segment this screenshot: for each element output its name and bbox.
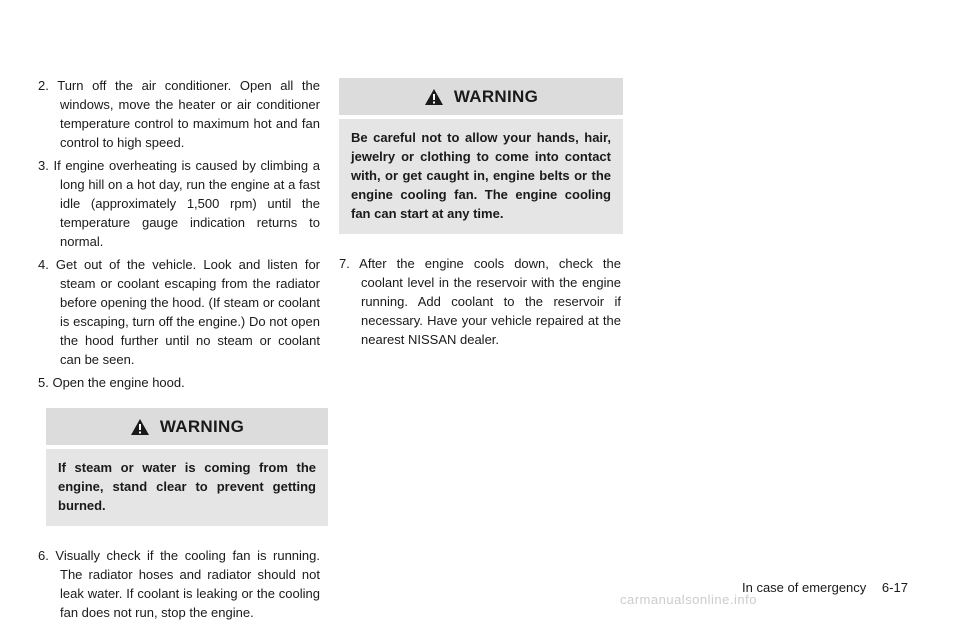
page-number: 6-17 [881,580,908,595]
step-4: 4. Get out of the vehicle. Look and listen for steam or coolant escaping from the radiator before opening the hood. (If steam or coolant is escaping, turn off the engine.) Do not open the hood further until no steam or coolant can be seen. [38,257,320,367]
footer-section: In case of emergency [742,580,867,595]
warning-title: WARNING [159,416,245,436]
footer-separator [872,580,876,595]
page-footer [742,580,908,595]
step-6: 6. Visually check if the cooling fan is running. The radiator hoses and radiator should not leak water. If coolant is leaking or the cooling fan does not run, stop the engine. [38,548,320,620]
warning-header [46,408,328,445]
right-column [339,76,621,353]
warning-triangle-icon [130,418,150,436]
warning-text: Be careful not to allow your hands, hair, jewelry or clothing to come into contact with, or get caught in, engine belts or the engine cooling fan. The engine cooling fan can start at any time. [339,119,623,234]
step-2: 2. Turn off the air conditioner. Open all the windows, move the heater or air conditioner temperature control to maximum hot and fan control to high speed. [38,78,320,150]
step-7: 7. After the engine cools down, check the coolant level in the reservoir with the engine running. Add coolant to the reservoir if necessary. Have your vehicle repaired at the nearest NISSAN dealer. [339,256,621,347]
step-5: 5. Open the engine hood. [38,375,185,390]
step-3: 3. If engine overheating is caused by climbing a long hill on a hot day, run the engine at a fast idle (approximately 1,500 rpm) until the temperature gauge indication returns to normal. [38,158,320,249]
warning-triangle-icon [424,88,444,106]
left-column [38,76,320,626]
warning-header [339,78,623,115]
watermark: carmanualsonline.info [620,592,757,607]
warning-box-steam [46,408,328,526]
warning-text: If steam or water is coming from the engine, stand clear to prevent getting burned. [46,449,328,526]
warning-box-fan [339,78,623,234]
warning-title: WARNING [453,86,539,106]
